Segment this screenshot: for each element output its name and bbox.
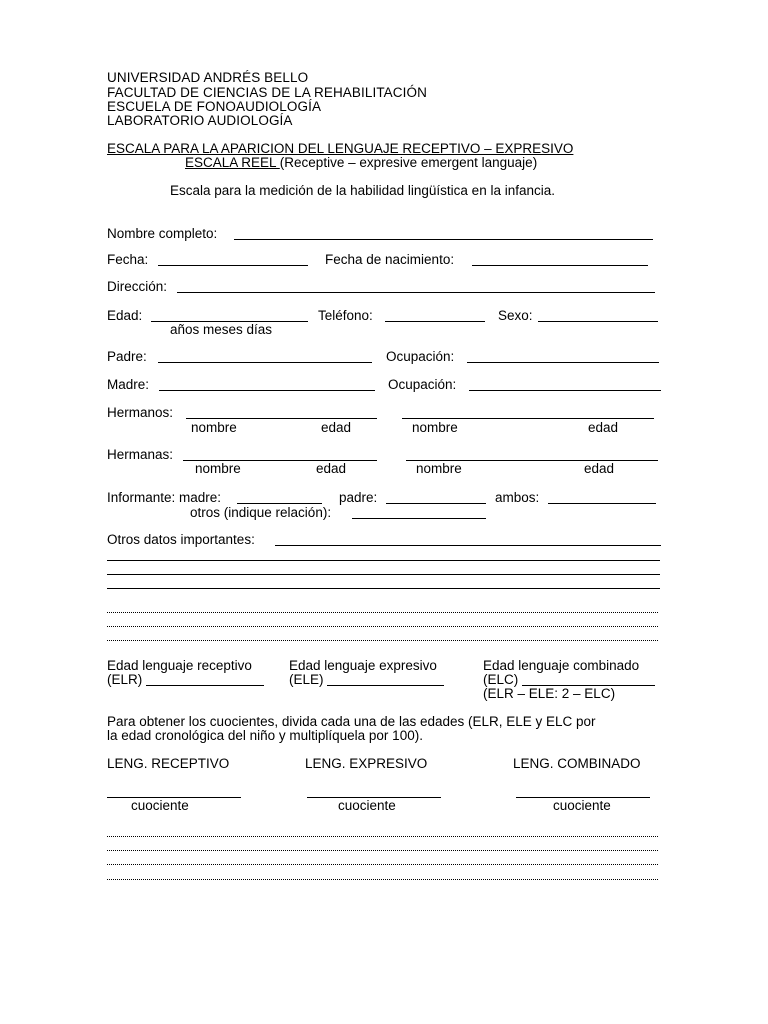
fecha-nacimiento-field[interactable] (472, 265, 648, 266)
otros-datos-label: Otros datos importantes: (107, 532, 255, 547)
school-name: ESCUELA DE FONOAUDIOLOGÍA (107, 99, 322, 114)
hermanos-col-nombre-2: nombre (412, 420, 458, 435)
dotted-line[interactable] (107, 640, 658, 641)
informante-padre-field[interactable] (386, 503, 486, 504)
sexo-label: Sexo: (498, 308, 533, 323)
faculty-name: FACULTAD DE CIENCIAS DE LA REHABILITACIÓN (107, 85, 427, 100)
instructions-line-2: la edad cronológica del niño y multiplíquela por 100). (107, 728, 423, 743)
edad-expresivo-label: Edad lenguaje expresivo (289, 658, 437, 673)
telefono-field[interactable] (385, 321, 485, 322)
informante-otros-label: otros (indique relación): (190, 505, 332, 520)
hermanos-col-nombre-1: nombre (191, 420, 237, 435)
hermanos-col-edad-1: edad (321, 420, 352, 435)
dotted-line[interactable] (107, 850, 658, 851)
leng-expresivo-label: LENG. EXPRESIVO (305, 756, 428, 771)
scale-title: ESCALA PARA LA APARICION DEL LENGUAJE RECEPTIVO – EXPRESIVO (107, 141, 574, 156)
otros-datos-field-4[interactable] (107, 588, 660, 589)
telefono-label: Teléfono: (318, 308, 373, 323)
informante-otros-field[interactable] (352, 518, 486, 519)
edad-receptivo-label: Edad lenguaje receptivo (107, 658, 252, 673)
hermanas-col-edad-1: edad (316, 461, 347, 476)
direccion-label: Dirección: (107, 279, 168, 294)
scale-purpose: Escala para la medición de la habilidad lingüística en la infancia. (170, 183, 555, 198)
padre-field[interactable] (158, 362, 372, 363)
hermanos-field-2[interactable] (402, 418, 654, 419)
hermanas-col-edad-2: edad (584, 461, 615, 476)
edad-combinado-label: Edad lenguaje combinado (483, 658, 640, 673)
dotted-line[interactable] (107, 879, 658, 880)
informante-madre-label: Informante: madre: (107, 490, 222, 505)
padre-ocupacion-label: Ocupación: (386, 349, 455, 364)
nombre-field[interactable] (234, 239, 653, 240)
fecha-field[interactable] (158, 265, 308, 266)
madre-ocupacion-label: Ocupación: (388, 377, 457, 392)
nombre-label: Nombre completo: (107, 226, 218, 241)
fecha-label: Fecha: (107, 252, 149, 267)
dotted-line[interactable] (107, 612, 658, 613)
elc-label: (ELC) (483, 672, 519, 687)
informante-madre-field[interactable] (237, 503, 322, 504)
informante-ambos-label: ambos: (495, 490, 540, 505)
scale-reel-label: ESCALA REEL (185, 155, 280, 170)
dotted-line[interactable] (107, 836, 658, 837)
cuociente-combinado-label: cuociente (553, 798, 611, 813)
leng-combinado-label: LENG. COMBINADO (513, 756, 641, 771)
madre-ocupacion-field[interactable] (469, 390, 661, 391)
madre-label: Madre: (107, 377, 150, 392)
scale-reel-description: (Receptive – expresive emergent languaje) (279, 155, 538, 170)
dotted-line[interactable] (107, 864, 658, 865)
lab-name: LABORATORIO AUDIOLOGÍA (107, 113, 293, 128)
otros-datos-field-3[interactable] (107, 574, 660, 575)
dotted-line[interactable] (107, 626, 658, 627)
hermanas-label: Hermanas: (107, 447, 174, 462)
hermanas-col-nombre-1: nombre (195, 461, 241, 476)
scale-subtitle-line (185, 155, 537, 170)
cuociente-expresivo-label: cuociente (338, 798, 396, 813)
fecha-nacimiento-label: Fecha de nacimiento: (325, 252, 455, 267)
ele-field[interactable] (327, 685, 444, 686)
elr-label: (ELR) (107, 672, 143, 687)
informante-padre-label: padre: (339, 490, 378, 505)
leng-receptivo-label: LENG. RECEPTIVO (107, 756, 230, 771)
elc-formula: (ELR – ELE: 2 – ELC) (483, 686, 616, 701)
hermanas-col-nombre-2: nombre (416, 461, 462, 476)
ele-label: (ELE) (289, 672, 324, 687)
padre-label: Padre: (107, 349, 147, 364)
elr-field[interactable] (146, 685, 264, 686)
sexo-field[interactable] (538, 321, 658, 322)
instructions-line-1: Para obtener los cuocientes, divida cada una de las edades (ELR, ELE y ELC por (107, 714, 596, 729)
hermanos-col-edad-2: edad (588, 420, 619, 435)
padre-ocupacion-field[interactable] (467, 362, 659, 363)
madre-field[interactable] (159, 390, 375, 391)
edad-label: Edad: (107, 308, 143, 323)
informante-ambos-field[interactable] (548, 503, 656, 504)
university-name: UNIVERSIDAD ANDRÉS BELLO (107, 70, 309, 85)
otros-datos-field-1[interactable] (275, 545, 661, 546)
hermanos-field-1[interactable] (186, 418, 377, 419)
edad-hint: años meses días (170, 322, 273, 337)
direccion-field[interactable] (177, 292, 655, 293)
hermanos-label: Hermanos: (107, 405, 174, 420)
cuociente-receptivo-label: cuociente (131, 798, 189, 813)
otros-datos-field-2[interactable] (107, 560, 660, 561)
